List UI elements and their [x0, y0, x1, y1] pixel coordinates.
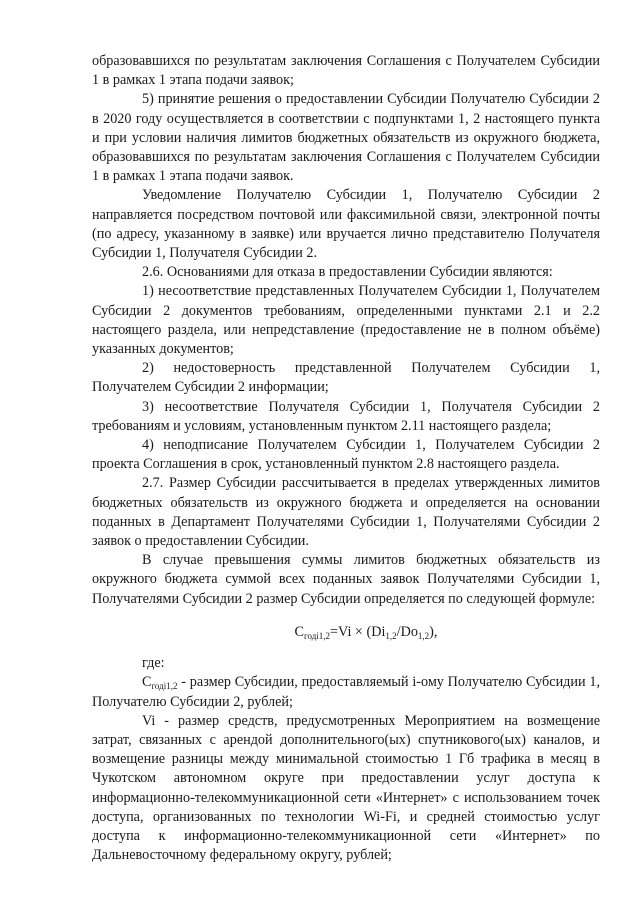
- formula-middle: =Vi × (Di: [330, 623, 386, 640]
- formula-slash: /Do: [396, 623, 418, 640]
- paragraph-item-5: 5) принятие решения о предоставлении Субсидии Получателю Субсидии 2 в 2020 году осуществляется в соответствии с подпунктами 1, 2 настоящего пункта и при условии наличия лимитов бюджетных обязательств из окружного бюджета, образовавшихся по результатам заключения Соглашения с Получателем Субсидии 1 в рамках 1 этапа подачи заявок.: [92, 91, 600, 185]
- section-2-6-heading: 2.6. Основаниями для отказа в предоставлении Субсидии являются:: [142, 264, 553, 281]
- definition-c: [92, 673, 600, 711]
- formula-end: ),: [429, 623, 438, 640]
- where-label: где:: [142, 655, 165, 672]
- document-body: [92, 52, 600, 865]
- refusal-ground-1: 1) несоответствие представленных Получателем Субсидии 1, Получателем Субсидии 2 документов требованиям, определенными пунктами 2.1 и 2.2 настоящего раздела, или непредставление (предоставление не в полном объёме) указанных документов;: [92, 283, 600, 358]
- refusal-ground-4: 4) неподписание Получателем Субсидии 1, Получателем Субсидии 2 проекта Соглашения в срок, установленный пунктом 2.8 настоящего раздела.: [92, 437, 600, 473]
- paragraph-continuation: образовавшихся по результатам заключения Соглашения с Получателем Субсидии 1 в рамках 1 этапа подачи заявок;: [92, 53, 600, 89]
- formula-c: С: [294, 623, 304, 640]
- paragraph-notification: Уведомление Получателю Субсидии 1, Получателю Субсидии 2 направляется посредством почтовой или факсимильной связи, электронной почты (по адресу, указанному в заявке) или вручается лично представителю Получателя Субсидии 1, Получателя Субсидии 2.: [92, 187, 600, 262]
- subsidy-formula: [92, 623, 600, 642]
- section-2-7-paragraph: 2.7. Размер Субсидии рассчитывается в пределах утвержденных лимитов бюджетных обязательств из окружного бюджета и определяется на основании поданных в Департамент Получателями Субсидии 1, Получателями Субсидии 2 заявок о предоставлении Субсидии.: [92, 475, 600, 550]
- excess-limits-paragraph: В случае превышения суммы лимитов бюджетных обязательств из окружного бюджета суммой всех поданных заявок Получателями Субсидии 1, Получателями Субсидии 2 размер Субсидии определяется по следующей формуле:: [92, 552, 600, 607]
- formula-c-subscript: годi1,2: [304, 630, 331, 641]
- refusal-ground-2: 2) недостоверность представленной Получателем Субсидии 1, Получателем Субсидии 2 информации;: [92, 360, 600, 396]
- refusal-ground-3: 3) несоответствие Получателя Субсидии 1, Получателя Субсидии 2 требованиям и условиям, установленным пунктом 2.11 настоящего раздела;: [92, 398, 600, 434]
- definition-c-text: - размер Субсидии, предоставляемый i-ому Получателю Субсидии 1, Получателю Субсидии 2, рублей;: [92, 674, 600, 710]
- definition-vi: Vi - размер средств, предусмотренных Мероприятием на возмещение затрат, связанных с арендой дополнительного(ых) спутникового(ых) каналов, и возмещение разницы между минимальной стоимостью 1 Гб трафика в месяц в Чукотском автономном округе при предоставлении услуг доступа к информационно-телекоммуникационной сети «Интернет» с использованием точек доступа, организованных по технологии Wi-Fi, и средней стоимостью услуг доступа к информационно-телекоммуникационной сети «Интернет» по Дальневосточному федеральному округу, рублей;: [92, 712, 600, 864]
- formula-o-subscript: 1,2: [417, 630, 430, 641]
- definition-c-symbol: С: [142, 674, 152, 691]
- formula-d-subscript: 1,2: [385, 630, 397, 641]
- definition-c-subscript: годi1,2: [151, 681, 178, 692]
